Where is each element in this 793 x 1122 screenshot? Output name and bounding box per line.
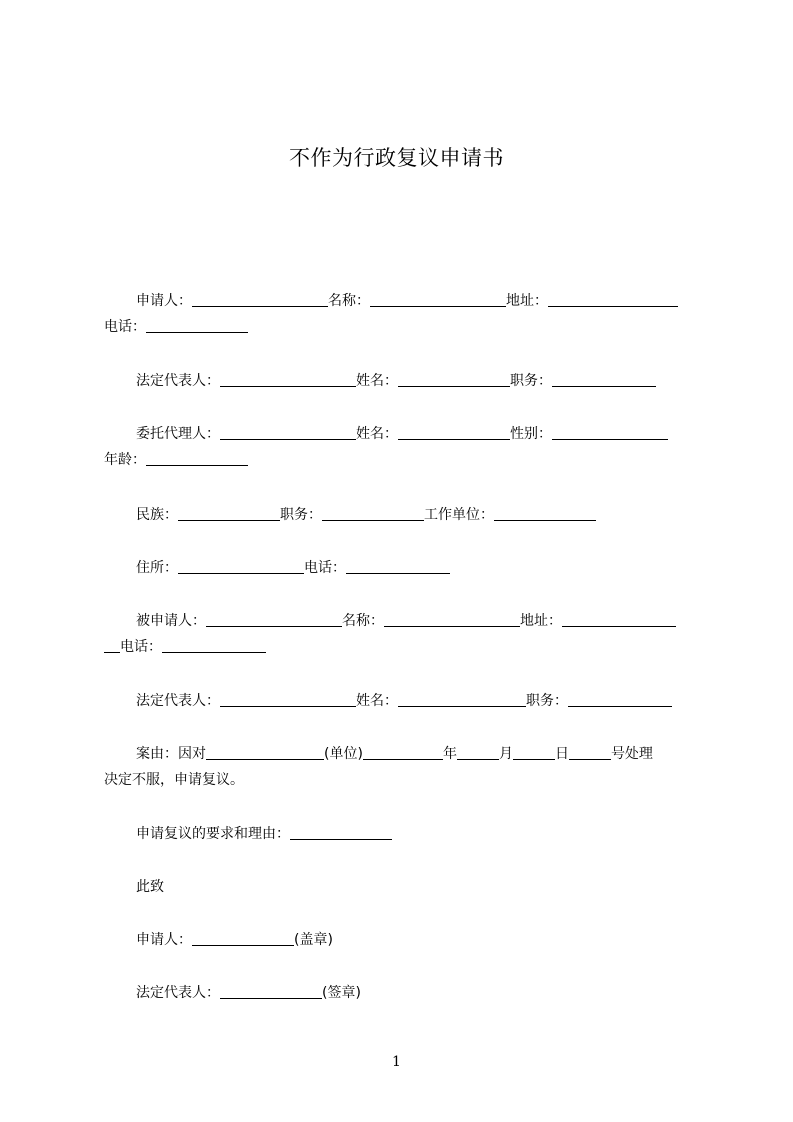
respondent-phone-blank[interactable] — [162, 638, 266, 653]
case-month-label: 月 — [498, 746, 513, 762]
agent-age-blank[interactable] — [146, 451, 248, 466]
respondent-legal-rep-section — [104, 688, 702, 714]
signature-rep-blank[interactable] — [220, 984, 322, 999]
agent-age-label: 年龄： — [104, 452, 146, 468]
respondent-legal-rep-name-label: 姓名： — [356, 693, 398, 709]
request-blank[interactable] — [290, 825, 392, 840]
agent-label: 委托代理人： — [136, 426, 220, 442]
respondent-legal-rep-position-label: 职务： — [526, 693, 568, 709]
legal-rep-label: 法定代表人： — [136, 373, 220, 389]
agent-gender-label: 性别： — [510, 426, 552, 442]
case-unit-label: (单位) — [324, 746, 363, 762]
case-month-blank[interactable] — [457, 745, 499, 760]
agent-gender-blank[interactable] — [552, 425, 668, 440]
respondent-legal-rep-position-blank[interactable] — [568, 692, 672, 707]
agent-phone-label: 电话： — [304, 560, 346, 576]
signature-applicant-section — [104, 927, 702, 953]
residence-label: 住所： — [136, 560, 178, 576]
legal-rep-name-label: 姓名： — [356, 373, 398, 389]
legal-rep-position-label: 职务： — [510, 373, 552, 389]
applicant-label: 申请人： — [136, 293, 192, 309]
residence-blank[interactable] — [178, 559, 304, 574]
agent-blank[interactable] — [220, 425, 356, 440]
applicant-section — [104, 288, 702, 340]
signature-rep-section — [104, 980, 702, 1006]
respondent-address-label: 地址： — [520, 613, 562, 629]
respondent-legal-rep-blank[interactable] — [220, 692, 356, 707]
agent-position-label: 职务： — [280, 507, 322, 523]
signature-rep-suffix: (签章) — [322, 985, 361, 1001]
applicant-phone-blank[interactable] — [146, 318, 248, 333]
legal-rep-position-blank[interactable] — [552, 372, 656, 387]
respondent-address-blank[interactable] — [562, 612, 676, 627]
agent-details-section — [104, 502, 702, 528]
respondent-legal-rep-label: 法定代表人： — [136, 693, 220, 709]
applicant-name-label: 名称： — [328, 293, 370, 309]
applicant-name-blank[interactable] — [370, 292, 506, 307]
respondent-section — [104, 608, 702, 660]
agent-name-label: 姓名： — [356, 426, 398, 442]
signature-applicant-suffix: (盖章) — [294, 932, 333, 948]
respondent-name-label: 名称： — [342, 613, 384, 629]
case-line2: 决定不服，申请复议。 — [104, 772, 244, 788]
ethnicity-blank[interactable] — [178, 506, 280, 521]
applicant-phone-label: 电话： — [104, 319, 146, 335]
respondent-address-blank-cont[interactable] — [104, 638, 120, 653]
closing-text: 此致 — [136, 879, 164, 895]
agent-residence-section — [104, 555, 702, 581]
ethnicity-label: 民族： — [136, 507, 178, 523]
signature-applicant-blank[interactable] — [192, 931, 294, 946]
case-subject-blank[interactable] — [206, 745, 324, 760]
case-section — [104, 741, 702, 793]
agent-name-blank[interactable] — [398, 425, 510, 440]
case-number-label: 号处理 — [610, 746, 653, 762]
signature-applicant-label: 申请人： — [136, 932, 192, 948]
employer-blank[interactable] — [494, 506, 596, 521]
respondent-blank[interactable] — [206, 612, 342, 627]
closing-section — [104, 874, 702, 900]
agent-section — [104, 421, 702, 473]
employer-label: 工作单位： — [424, 507, 494, 523]
legal-rep-name-blank[interactable] — [398, 372, 510, 387]
applicant-blank[interactable] — [192, 292, 328, 307]
applicant-address-label: 地址： — [506, 293, 548, 309]
case-unit-blank[interactable] — [363, 745, 443, 760]
page-number: 1 — [392, 1054, 401, 1070]
case-number-blank[interactable] — [569, 745, 611, 760]
respondent-name-blank[interactable] — [384, 612, 520, 627]
request-section — [104, 821, 702, 847]
agent-position-blank[interactable] — [322, 506, 424, 521]
document-title: 不作为行政复议申请书 — [289, 146, 504, 170]
legal-rep-section — [104, 368, 702, 394]
respondent-phone-label: 电话： — [120, 639, 162, 655]
case-year-label: 年 — [442, 746, 457, 762]
request-label: 申请复议的要求和理由： — [136, 826, 290, 842]
legal-rep-blank[interactable] — [220, 372, 356, 387]
case-day-label: 日 — [554, 746, 569, 762]
applicant-address-blank[interactable] — [548, 292, 678, 307]
case-day-blank[interactable] — [513, 745, 555, 760]
agent-phone-blank[interactable] — [346, 559, 450, 574]
respondent-legal-rep-name-blank[interactable] — [398, 692, 526, 707]
case-label: 案由：因对 — [136, 746, 206, 762]
respondent-label: 被申请人： — [136, 613, 206, 629]
signature-rep-label: 法定代表人： — [136, 985, 220, 1001]
